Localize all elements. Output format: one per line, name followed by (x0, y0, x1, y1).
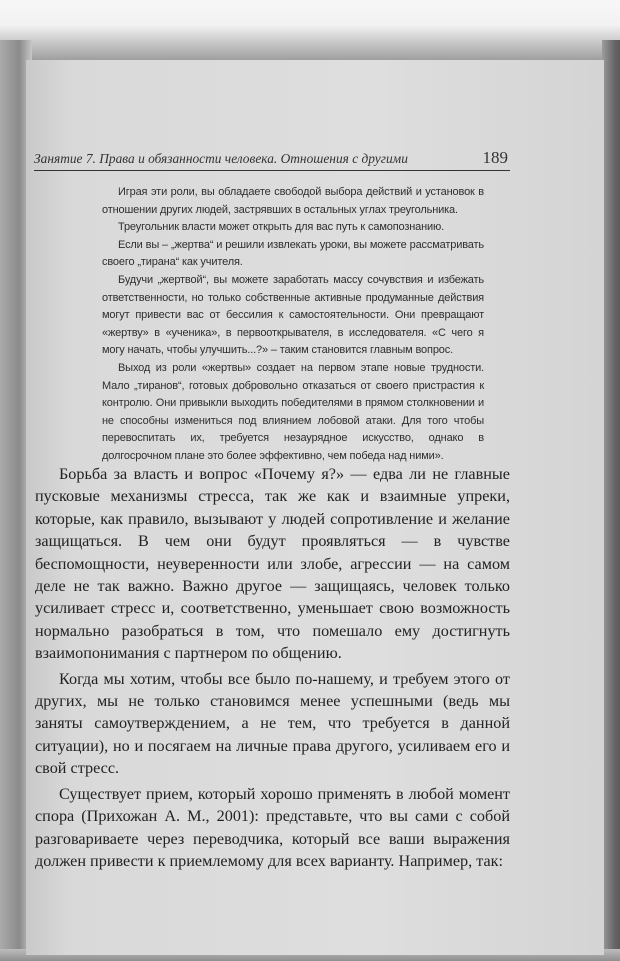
page-header (34, 148, 510, 171)
scan-background-right (602, 40, 620, 961)
quote-paragraph: Треугольник власти может открыть для вас путь к самопознанию. (118, 221, 445, 234)
body-paragraph: Борьба за власть и вопрос «Почему я?» — едва ли не главные пусковые механизмы стресса, так же как и взаимные упреки, которые, как правило, вызывают у людей сопротивление и желание защищаться. В чем они будут проявляться — в чувстве беспомощности, неуверенности или злобе, агрессии — на самом деле не так важно. Важно другое — защищаясь, человек только усиливает стресс и, соответственно, уменьшает свою возможность нормально разобраться в том, что помешало ему достигнуть взаимопонимания с партнером по общению. (35, 465, 510, 663)
book-page (26, 60, 604, 955)
page-number: 189 (482, 148, 508, 167)
main-text (35, 463, 510, 872)
quote-paragraph: Если вы – „жертва“ и решили извлекать уроки, вы можете рассматривать своего „тирана“ как учителя. (102, 238, 484, 269)
running-title: Занятие 7. Права и обязанности человека. Отношения с другими (34, 151, 408, 166)
quote-block (102, 184, 484, 466)
body-paragraph: Существует прием, который хорошо применять в любой момент спора (Прихожан А. М., 2001): представьте, что вы сами с собой разговариваете через переводчика, который все ваши выражения должен привести к приемлемому для всех варианту. Например, так: (35, 784, 510, 870)
scan-background-top (0, 0, 620, 62)
body-paragraph: Когда мы хотим, чтобы все было по-нашему, и требуем этого от других, мы не только становимся менее успешными (ведь мы заняты самоутверждением, а не тем, что требуется в данной ситуации), но и посягаем на личные права другого, усиливаем его и свой стресс. (35, 669, 510, 778)
quote-paragraph: Играя эти роли, вы обладаете свободой выбора действий и установок в отношении других людей, застрявших в остальных углах треугольника. (102, 186, 484, 216)
quote-paragraph: Выход из роли «жертвы» создает на первом этапе новые трудности. Мало „тиранов“, готовых добровольно отказаться от своего пристрастия к контролю. Они привыкли выходить победителями в прямом столкновении и не способны измениться под влиянием лобовой атаки. Для того чтобы перевоспитать их, требуется незаурядное искусство, однако в долгосрочном плане это более эффективно, чем победа над ними». (102, 361, 484, 462)
quote-paragraph: Будучи „жертвой“, вы можете заработать массу сочувствия и избежать ответственности, но только собственные активные продуманные действия могут привести вас от бессилия к самостоятельности. Они превращают «жертву» в «ученика», в первооткрывателя, в исследователя. «С чего я могу начать, чтобы улучшить...?» – таким становится главным вопрос. (102, 273, 484, 357)
